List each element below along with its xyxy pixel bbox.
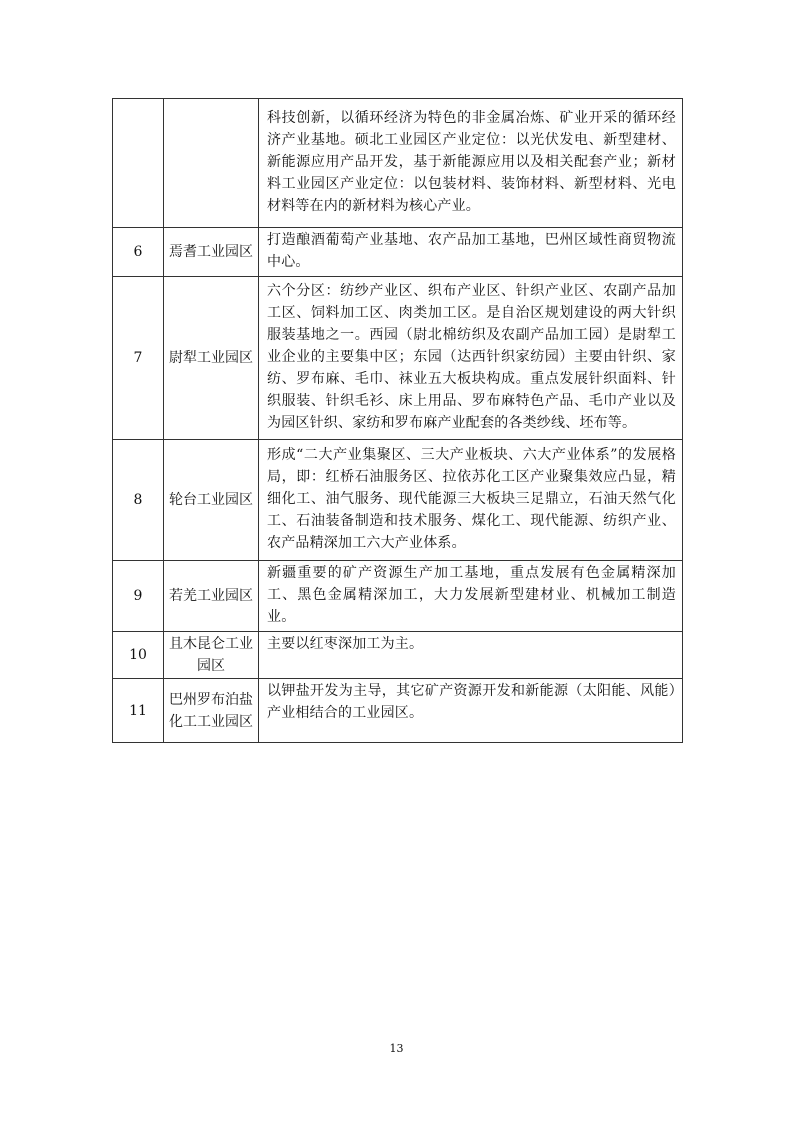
row-number: 11: [113, 679, 164, 743]
park-name: 轮台工业园区: [164, 440, 259, 561]
page-number: 13: [389, 1042, 404, 1055]
table-row: [113, 99, 683, 228]
park-name: 若羌工业园区: [164, 561, 259, 632]
table-row: [113, 679, 683, 743]
table-row: [113, 440, 683, 561]
park-description: 六个分区：纺纱产业区、织布产业区、针织产业区、农副产品加工区、饲料加工区、肉类加工区。是自治区规划建设的两大针织服装基地之一。西园（尉北棉纺织及农副产品加工园）是尉犁工业企业的主要集中区；东园（达西针织家纺园）主要由针织、家纺、罗布麻、毛巾、袜业五大板块构成。重点发展针织面料、针织服装、针织毛衫、床上用品、罗布麻特色产品、毛巾产业以及为园区针织、家纺和罗布麻产业配套的各类纱线、坯布等。: [259, 277, 683, 440]
table-row: [113, 561, 683, 632]
industrial-park-table: [112, 98, 683, 743]
table-row: [113, 228, 683, 277]
park-description: 科技创新，以循环经济为特色的非金属冶炼、矿业开采的循环经济产业基地。硕北工业园区产业定位：以光伏发电、新型建材、新能源应用产品开发，基于新能源应用以及相关配套产业；新材料工业园区产业定位：以包装材料、装饰材料、新型材料、光电材料等在内的新材料为核心产业。: [259, 99, 683, 228]
row-number: 8: [113, 440, 164, 561]
park-name: 巴州罗布泊盐化工工业园区: [164, 679, 259, 743]
row-number: [113, 99, 164, 228]
row-number: 9: [113, 561, 164, 632]
row-number: 10: [113, 632, 164, 679]
park-description: 形成“二大产业集聚区、三大产业板块、六大产业体系”的发展格局，即：红桥石油服务区、拉依苏化工区产业聚集效应凸显，精细化工、油气服务、现代能源三大板块三足鼎立，石油天然气化工、石油装备制造和技术服务、煤化工、现代能源、纺织产业、农产品精深加工六大产业体系。: [259, 440, 683, 561]
park-description: 打造酿酒葡萄产业基地、农产品加工基地，巴州区域性商贸物流中心。: [259, 228, 683, 277]
park-description: 主要以红枣深加工为主。: [259, 632, 683, 679]
park-name: 且木昆仑工业园区: [164, 632, 259, 679]
table-row: [113, 277, 683, 440]
park-description: 以钾盐开发为主导，其它矿产资源开发和新能源（太阳能、风能）产业相结合的工业园区。: [259, 679, 683, 743]
park-name: [164, 99, 259, 228]
park-name: 焉耆工业园区: [164, 228, 259, 277]
row-number: 6: [113, 228, 164, 277]
park-description: 新疆重要的矿产资源生产加工基地，重点发展有色金属精深加工、黑色金属精深加工，大力发展新型建材业、机械加工制造业。: [259, 561, 683, 632]
table-row: [113, 632, 683, 679]
row-number: 7: [113, 277, 164, 440]
park-name: 尉犁工业园区: [164, 277, 259, 440]
